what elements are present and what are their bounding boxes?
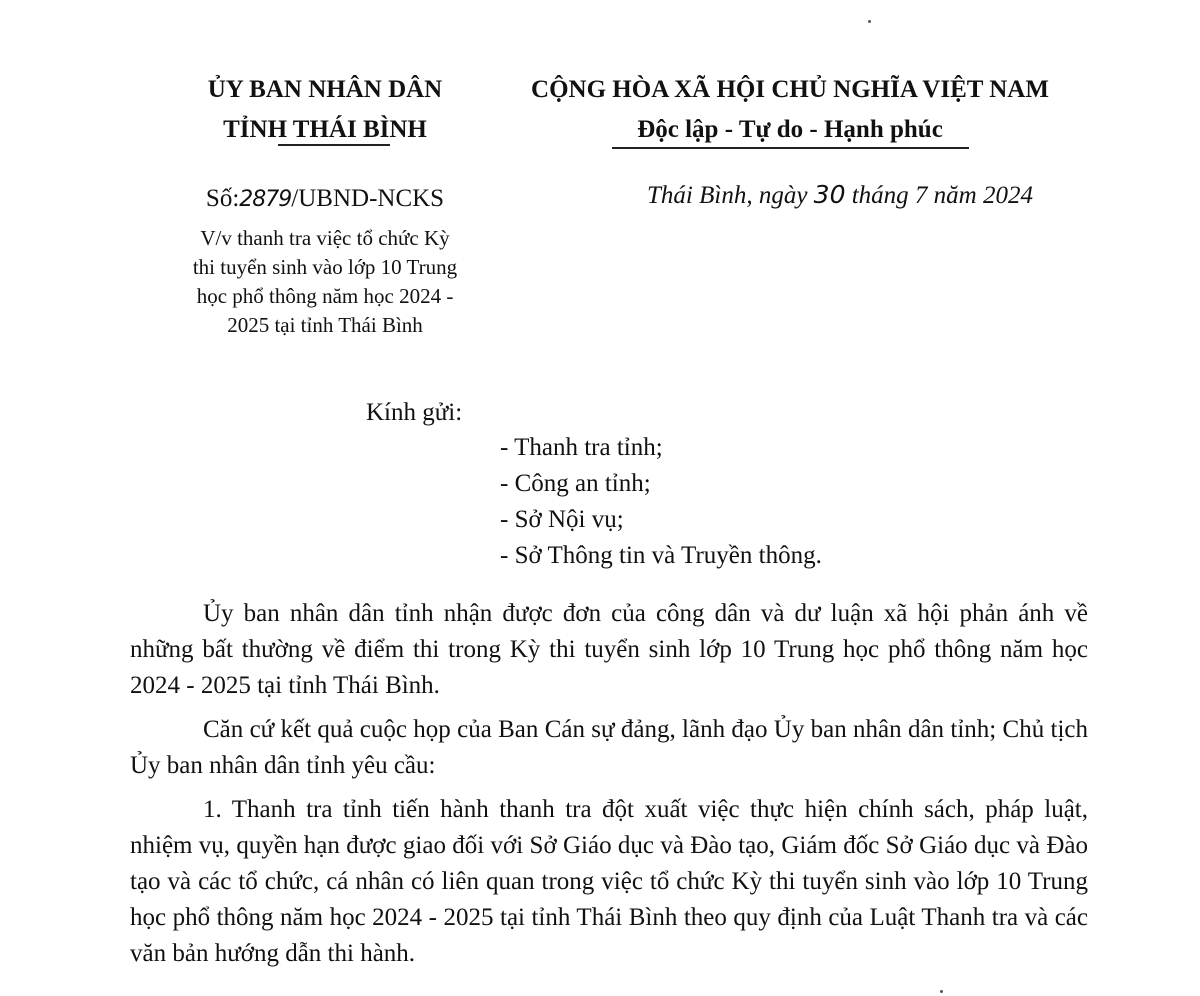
handwritten-day: 30	[813, 180, 846, 209]
body-paragraph	[130, 712, 1088, 784]
scan-speck	[940, 990, 943, 993]
scan-speck	[868, 20, 871, 23]
issuing-agency	[150, 70, 500, 150]
subject-line: 2025 tại tỉnh Thái Bình	[227, 313, 423, 337]
dateline	[600, 176, 1080, 215]
document-number	[150, 182, 500, 217]
agency-line-1: ỦY BAN NHÂN DÂN	[207, 76, 443, 103]
body-paragraph	[130, 792, 1088, 972]
motto-underline	[612, 147, 969, 149]
national-motto: Độc lập - Tự do - Hạnh phúc	[637, 116, 943, 143]
subject-summary	[150, 224, 500, 340]
agency-underline	[278, 144, 390, 146]
subject-line: V/v thanh tra việc tổ chức Kỳ	[200, 226, 450, 250]
handwritten-number: 2879	[239, 187, 292, 212]
paragraph-text: 1. Thanh tra tỉnh tiến hành thanh tra đột xuất việc thực hiện chính sách, pháp luật, nhiệm vụ, quyền hạn được giao đối với Sở Giáo dục và Đào tạo, Giám đốc Sở Giáo dục và Đào tạo và các tổ chức, cá nhân có liên quan trong việc tổ chức Kỳ thi tuyển sinh vào lớp 10 Trung học phổ thông năm học 2024 - 2025 tại tỉnh Thái Bình theo quy định của Luật Thanh tra và các văn bản hướng dẫn thi hành.	[130, 796, 1088, 967]
dateline-place: Thái Bình, ngày	[647, 182, 814, 209]
body-paragraph	[130, 596, 1088, 704]
recipient-item: - Thanh tra tỉnh;	[500, 434, 663, 461]
subject-line: học phổ thông năm học 2024 -	[196, 284, 454, 308]
document-number-prefix: Số:	[205, 185, 240, 212]
dateline-rest: tháng 7 năm 2024	[845, 182, 1033, 209]
recipient-item: - Công an tỉnh;	[500, 470, 651, 497]
paragraph-text: Căn cứ kết quả cuộc họp của Ban Cán sự đảng, lãnh đạo Ủy ban nhân dân tỉnh; Chủ tịch Ủy ban nhân dân tỉnh yêu cầu:	[130, 716, 1088, 779]
document-number-suffix: /UBND-NCKS	[291, 185, 445, 212]
recipient-item: - Sở Nội vụ;	[500, 506, 624, 533]
recipient-item: - Sở Thông tin và Truyền thông.	[500, 542, 822, 569]
salutation-label: Kính gửi:	[366, 399, 463, 426]
recipient-list	[500, 430, 822, 574]
nation-title: CỘNG HÒA XÃ HỘI CHỦ NGHĨA VIỆT NAM	[531, 76, 1049, 103]
agency-line-2: TỈNH THÁI BÌNH	[223, 116, 427, 143]
subject-line: thi tuyển sinh vào lớp 10 Trung	[192, 255, 458, 279]
national-header	[490, 70, 1090, 150]
paragraph-text: Ủy ban nhân dân tỉnh nhận được đơn của công dân và dư luận xã hội phản ánh về những bất thường về điểm thi trong Kỳ thi tuyển sinh lớp 10 Trung học phổ thông năm học 2024 - 2025 tại tỉnh Thái Bình.	[130, 600, 1088, 699]
